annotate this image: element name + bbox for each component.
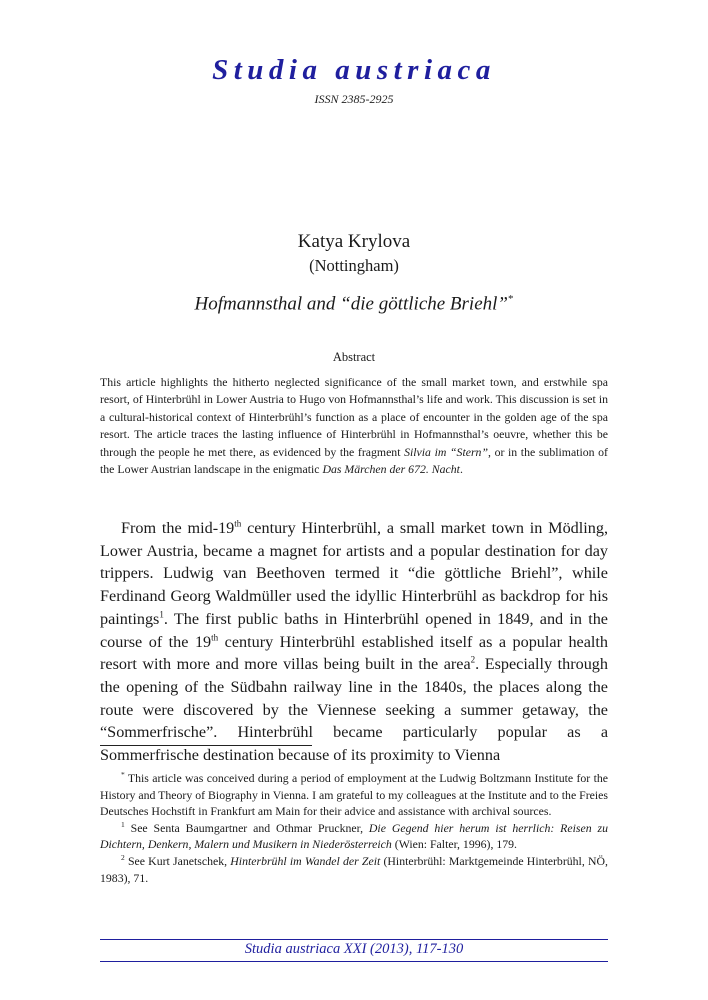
author-affiliation: (Nottingham) xyxy=(309,256,399,275)
footnote-2-text-a: See Kurt Janetschek, xyxy=(124,853,231,868)
body-paragraph xyxy=(100,517,608,767)
footnote-1-italic: Die Gegend hier herum ist herrlich: Reisen zu Dichtern, Denkern, Malern und Musikern in Niederösterreich xyxy=(100,820,608,852)
abstract-part-2: , or in the sublimation of the Lower Austrian landscape in the enigmatic xyxy=(100,444,608,477)
title-footnote-mark[interactable]: * xyxy=(508,293,514,305)
abstract-heading: Abstract xyxy=(332,350,376,364)
abstract-part-1: This article highlights the hitherto neglected significance of the small market town, and erstwhile spa resort, of Hinterbrühl in Lower Austria to Hugo von Hofmannsthal’s life and work. This discussion is set in a cultural-historical context of Hinterbrühl’s function as a place of encounter in the golden age of the spa resort. The article traces the lasting influence of Hinterbrühl in Hofmannsthal’s oeuvre, whether this be through the people he met there, as evidenced by the fragment xyxy=(100,375,608,459)
body-part-2: century Hinterbrühl, a small market town in Mödling, Lower Austria, became a magnet for artists and a popular destination for day trippers. Ludwig van Beethoven termed it “die göttliche Briehl”, while Ferdinand Georg Waldmüller used the idyllic Hinterbrühl as backdrop for his paintings xyxy=(100,519,608,628)
ordinal-suffix: th xyxy=(234,518,242,529)
footnote-ref-1[interactable]: 1 xyxy=(159,609,164,620)
author-name: Katya Krylova xyxy=(297,231,411,252)
abstract-text xyxy=(100,374,608,478)
footnotes xyxy=(100,770,608,886)
footnote-star xyxy=(100,770,608,820)
footnote-star-mark: * xyxy=(121,770,125,780)
body-text xyxy=(100,517,608,767)
article-title-text: Hofmannsthal and “die göttliche Briehl” xyxy=(194,293,508,315)
footnote-1-text-a: See Senta Baumgartner and Othmar Pruckner, xyxy=(124,820,369,835)
footnote-2 xyxy=(100,853,608,886)
footer-citation: Studia austriaca XXI (2013), 117-130 xyxy=(244,941,464,957)
footnote-2-text-b: (Hinterbrühl: Marktgemeinde Hinterbrühl, NÖ, 1983), 71. xyxy=(100,853,608,885)
body-part-5: . Especially through the opening of the Südbahn railway line in the 1840s, the places along the route were discovered by the Viennese seeking a summer getaway, the “Sommerfrische”. Hinterbrühl became particularly popular as a Sommerfrische destination because of its proximity to Vienna xyxy=(100,655,608,765)
footer-rule-top xyxy=(100,939,608,940)
abstract-italic-1: Silvia im “Stern” xyxy=(404,444,489,459)
abstract-part-3: . xyxy=(459,462,463,477)
issn: ISSN 2385-2925 xyxy=(314,92,394,106)
abstract-italic-2: Das Märchen der 672. Nacht xyxy=(322,462,460,477)
body-part-1: From the mid-19 xyxy=(121,519,235,537)
footnote-separator xyxy=(100,745,312,746)
journal-title: Studia austriaca xyxy=(212,54,496,86)
article-title xyxy=(0,293,708,315)
body-part-3: . The first public baths in Hinterbrühl opened in 1849, and in the course of the 19 xyxy=(100,609,608,651)
ordinal-suffix: th xyxy=(211,632,219,643)
footnote-1-text-b: (Wien: Falter, 1996), 179. xyxy=(391,837,517,852)
footer-rule-bottom xyxy=(100,961,608,962)
footnote-1-mark: 1 xyxy=(121,819,125,829)
body-part-4: century Hinterbrühl established itself as a popular health resort with more and more villas being built in the area xyxy=(100,632,608,674)
footnote-2-italic: Hinterbrühl im Wandel der Zeit xyxy=(230,853,381,868)
footnote-2-mark: 2 xyxy=(121,853,125,863)
footnote-ref-2[interactable]: 2 xyxy=(470,654,476,665)
footnote-star-text: This article was conceived during a period of employment at the Ludwig Boltzmann Institute for the History and Theory of Biography in Vienna. I am grateful to my colleagues at the Institute and to the Freies Deutsches Hochstift in Frankfurt am Main for their advice and assistance with archival sources. xyxy=(100,771,608,819)
footnote-1 xyxy=(100,820,608,853)
